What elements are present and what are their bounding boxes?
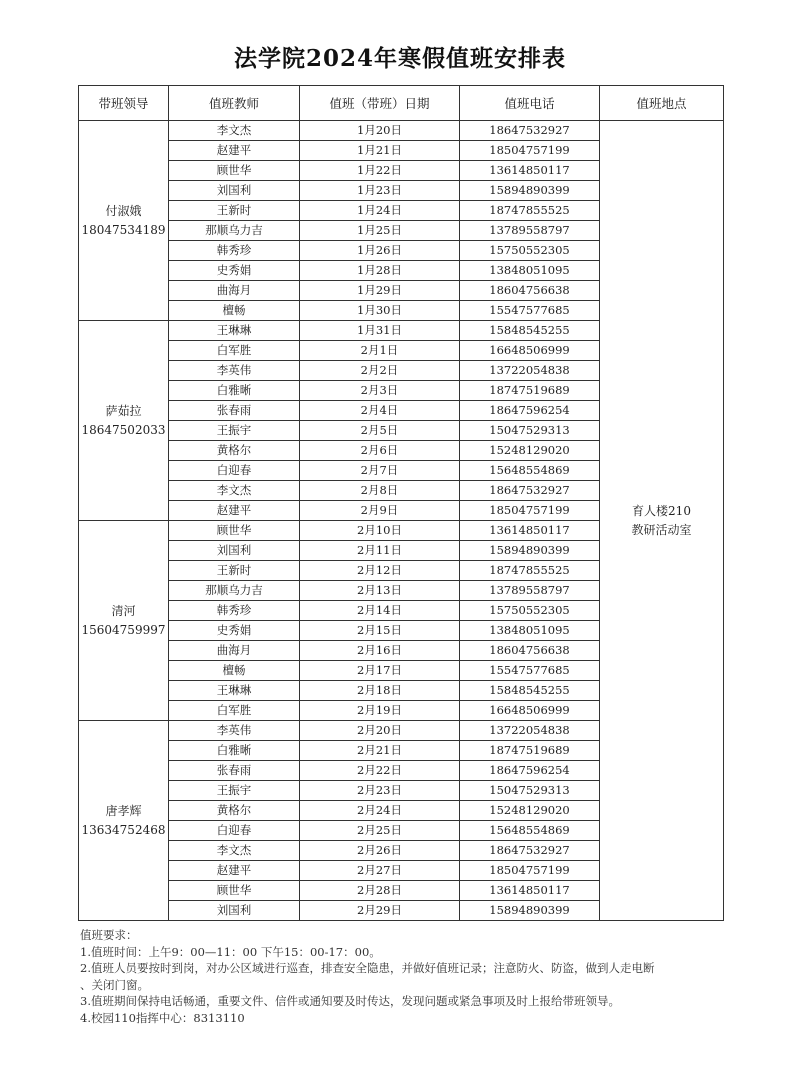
phone-cell: 16648506999 [460, 701, 600, 721]
date-cell: 1月30日 [300, 301, 460, 321]
teacher-cell: 刘国利 [169, 901, 300, 921]
date-cell: 2月1日 [300, 341, 460, 361]
phone-cell: 15648554869 [460, 461, 600, 481]
date-cell: 2月2日 [300, 361, 460, 381]
date-cell: 2月16日 [300, 641, 460, 661]
location-line: 育人楼210 [632, 503, 691, 518]
teacher-cell: 赵建平 [169, 141, 300, 161]
date-cell: 2月23日 [300, 781, 460, 801]
date-cell: 2月6日 [300, 441, 460, 461]
teacher-cell: 王振宇 [169, 781, 300, 801]
phone-cell: 16648506999 [460, 341, 600, 361]
leader-cell [79, 521, 169, 721]
phone-cell: 18747519689 [460, 381, 600, 401]
table-body [79, 121, 724, 921]
date-cell: 2月14日 [300, 601, 460, 621]
date-cell: 2月22日 [300, 761, 460, 781]
date-cell: 2月15日 [300, 621, 460, 641]
date-cell: 2月13日 [300, 581, 460, 601]
teacher-cell: 李文杰 [169, 841, 300, 861]
date-cell: 1月24日 [300, 201, 460, 221]
note-item: 1.值班时间：上午9：00—11：00 下午15：00-17：00。 [80, 944, 381, 959]
teacher-cell: 赵建平 [169, 501, 300, 521]
date-cell: 2月3日 [300, 381, 460, 401]
date-cell: 2月26日 [300, 841, 460, 861]
leader-phone: 18647502033 [81, 422, 166, 437]
leader-cell [79, 721, 169, 921]
phone-cell: 15248129020 [460, 801, 600, 821]
phone-cell: 18604756638 [460, 641, 600, 661]
phone-cell: 13789558797 [460, 221, 600, 241]
date-cell: 2月24日 [300, 801, 460, 821]
phone-cell: 15894890399 [460, 901, 600, 921]
teacher-cell: 曲海月 [169, 641, 300, 661]
date-cell: 2月5日 [300, 421, 460, 441]
teacher-cell: 黄格尔 [169, 801, 300, 821]
teacher-cell: 顾世华 [169, 881, 300, 901]
teacher-cell: 张春雨 [169, 761, 300, 781]
teacher-cell: 顾世华 [169, 521, 300, 541]
phone-cell: 13722054838 [460, 361, 600, 381]
header-phone: 值班电话 [460, 86, 600, 121]
leader-name: 付淑娥 [105, 203, 142, 218]
teacher-cell: 王新时 [169, 201, 300, 221]
phone-cell: 18747519689 [460, 741, 600, 761]
note-item: 3.值班期间保持电话畅通，重要文件、信件或通知要及时传达，发现问题或紧急事项及时上报给带班领导。 [80, 994, 620, 1008]
phone-cell: 15248129020 [460, 441, 600, 461]
phone-cell: 15547577685 [460, 661, 600, 681]
date-cell: 2月27日 [300, 861, 460, 881]
date-cell: 1月25日 [300, 221, 460, 241]
teacher-cell: 白军胜 [169, 701, 300, 721]
leader-phone: 18047534189 [81, 222, 166, 237]
phone-cell: 15750552305 [460, 241, 600, 261]
phone-cell: 18647532927 [460, 481, 600, 501]
teacher-cell: 李文杰 [169, 121, 300, 141]
date-cell: 2月17日 [300, 661, 460, 681]
teacher-cell: 白雅晰 [169, 381, 300, 401]
location-line: 教研活动室 [631, 522, 692, 537]
teacher-cell: 史秀娟 [169, 621, 300, 641]
teacher-cell: 白雅晰 [169, 741, 300, 761]
phone-cell: 18647532927 [460, 121, 600, 141]
date-cell: 2月8日 [300, 481, 460, 501]
teacher-cell: 王新时 [169, 561, 300, 581]
page-title: 法学院2024年寒假值班安排表 [233, 45, 566, 72]
phone-cell: 15894890399 [460, 541, 600, 561]
teacher-cell: 王琳琳 [169, 321, 300, 341]
leader-cell [79, 321, 169, 521]
location-cell [600, 121, 724, 921]
table-header-row [79, 86, 724, 121]
phone-cell: 13614850117 [460, 521, 600, 541]
phone-cell: 15750552305 [460, 601, 600, 621]
teacher-cell: 檀畅 [169, 301, 300, 321]
date-cell: 1月31日 [300, 321, 460, 341]
phone-cell: 15894890399 [460, 181, 600, 201]
note-item: 4.校园110指挥中心：8313110 [80, 1010, 245, 1025]
teacher-cell: 白迎春 [169, 461, 300, 481]
teacher-cell: 王振宇 [169, 421, 300, 441]
date-cell: 1月21日 [300, 141, 460, 161]
phone-cell: 13789558797 [460, 581, 600, 601]
date-cell: 1月23日 [300, 181, 460, 201]
date-cell: 2月4日 [300, 401, 460, 421]
leader-name: 清河 [111, 603, 136, 618]
teacher-cell: 顾世华 [169, 161, 300, 181]
note-item: 、关闭门窗。 [80, 977, 149, 992]
teacher-cell: 曲海月 [169, 281, 300, 301]
teacher-cell: 那顺乌力吉 [169, 221, 300, 241]
leader-phone: 15604759997 [81, 622, 166, 637]
phone-cell: 15848545255 [460, 321, 600, 341]
teacher-cell: 刘国利 [169, 181, 300, 201]
teacher-cell: 檀畅 [169, 661, 300, 681]
phone-cell: 13848051095 [460, 261, 600, 281]
teacher-cell: 韩秀珍 [169, 241, 300, 261]
teacher-cell: 赵建平 [169, 861, 300, 881]
duty-schedule-table [78, 85, 724, 921]
teacher-cell: 王琳琳 [169, 681, 300, 701]
date-cell: 2月21日 [300, 741, 460, 761]
phone-cell: 13614850117 [460, 881, 600, 901]
date-cell: 1月20日 [300, 121, 460, 141]
date-cell: 2月28日 [300, 881, 460, 901]
teacher-cell: 张春雨 [169, 401, 300, 421]
date-cell: 2月12日 [300, 561, 460, 581]
header-date: 值班（带班）日期 [300, 86, 460, 121]
phone-cell: 18747855525 [460, 561, 600, 581]
phone-cell: 15047529313 [460, 781, 600, 801]
phone-cell: 18647532927 [460, 841, 600, 861]
teacher-cell: 李英伟 [169, 361, 300, 381]
date-cell: 1月22日 [300, 161, 460, 181]
phone-cell: 18647596254 [460, 761, 600, 781]
teacher-cell: 白迎春 [169, 821, 300, 841]
phone-cell: 18504757199 [460, 861, 600, 881]
table-row [79, 121, 724, 141]
teacher-cell: 黄格尔 [169, 441, 300, 461]
teacher-cell: 史秀娟 [169, 261, 300, 281]
phone-cell: 13722054838 [460, 721, 600, 741]
phone-cell: 13848051095 [460, 621, 600, 641]
date-cell: 1月28日 [300, 261, 460, 281]
date-cell: 2月19日 [300, 701, 460, 721]
phone-cell: 15047529313 [460, 421, 600, 441]
notes-heading: 值班要求： [80, 928, 138, 942]
duty-requirements [80, 927, 760, 1026]
date-cell: 2月20日 [300, 721, 460, 741]
phone-cell: 18604756638 [460, 281, 600, 301]
phone-cell: 18647596254 [460, 401, 600, 421]
teacher-cell: 白军胜 [169, 341, 300, 361]
header-teacher: 值班教师 [169, 86, 300, 121]
phone-cell: 15848545255 [460, 681, 600, 701]
date-cell: 2月9日 [300, 501, 460, 521]
phone-cell: 13614850117 [460, 161, 600, 181]
teacher-cell: 李文杰 [169, 481, 300, 501]
leader-name: 萨茹拉 [105, 403, 142, 418]
phone-cell: 18504757199 [460, 501, 600, 521]
date-cell: 2月11日 [300, 541, 460, 561]
date-cell: 2月25日 [300, 821, 460, 841]
date-cell: 1月29日 [300, 281, 460, 301]
leader-cell [79, 121, 169, 321]
date-cell: 2月7日 [300, 461, 460, 481]
date-cell: 1月26日 [300, 241, 460, 261]
date-cell: 2月29日 [300, 901, 460, 921]
phone-cell: 18747855525 [460, 201, 600, 221]
leader-phone: 13634752468 [81, 822, 166, 837]
teacher-cell: 韩秀珍 [169, 601, 300, 621]
phone-cell: 18504757199 [460, 141, 600, 161]
teacher-cell: 那顺乌力吉 [169, 581, 300, 601]
teacher-cell: 刘国利 [169, 541, 300, 561]
date-cell: 2月10日 [300, 521, 460, 541]
header-leader: 带班领导 [79, 86, 169, 121]
phone-cell: 15648554869 [460, 821, 600, 841]
teacher-cell: 李英伟 [169, 721, 300, 741]
phone-cell: 15547577685 [460, 301, 600, 321]
header-location: 值班地点 [600, 86, 724, 121]
date-cell: 2月18日 [300, 681, 460, 701]
leader-name: 唐孝辉 [105, 803, 142, 818]
note-item: 2.值班人员要按时到岗，对办公区域进行巡查，排查安全隐患，并做好值班记录；注意防火、防盗，做到人走电断 [80, 961, 655, 975]
